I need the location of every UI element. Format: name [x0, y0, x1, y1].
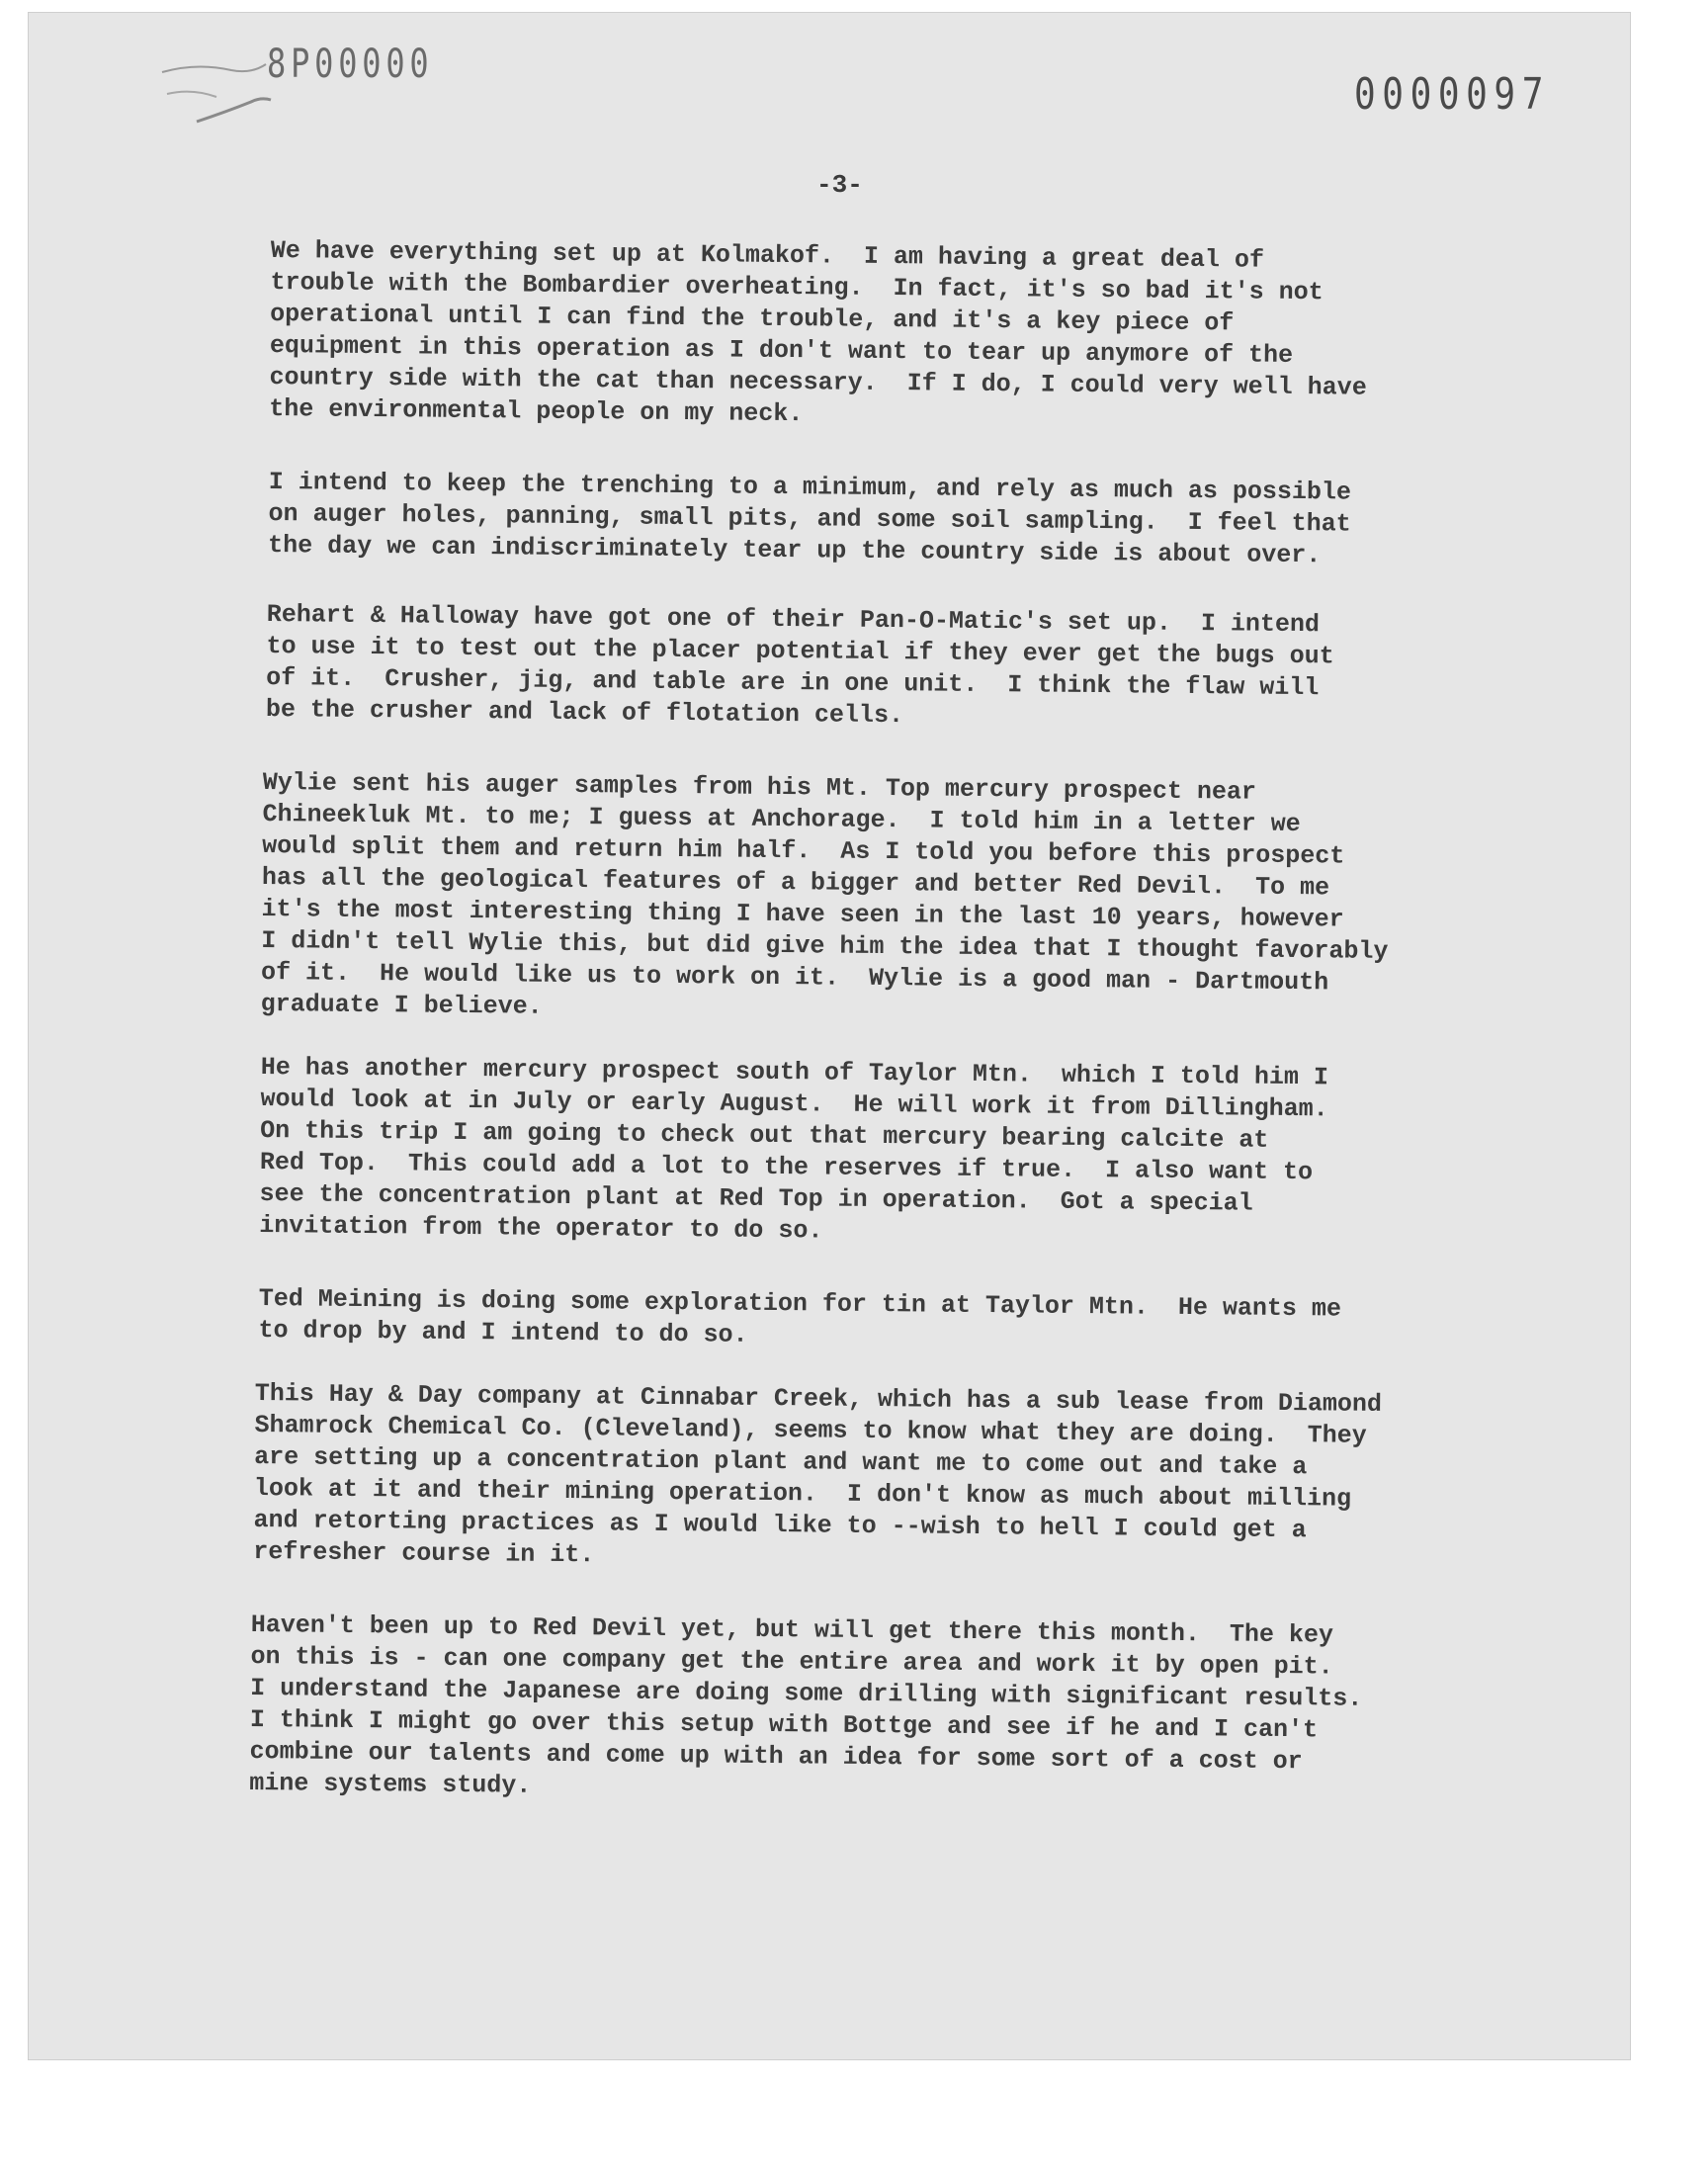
paragraph-pan-o-matic: Rehart & Halloway have got one of their Pan-O-Matic's set up. I intend to use it to test out the placer potential if they ever get the bugs out of it. Crusher, jig, and table are in one unit. I think the flaw will be the crusher and lack of flotation cells. — [265, 599, 1334, 731]
document-id-stamp-left: 8P00000 — [267, 42, 434, 87]
paragraph-trenching: I intend to keep the trenching to a minimum, and rely as much as possible on auger holes, panning, small pits, and some soil sampling. I feel that the day we can indiscriminately tear up the country side is about over. — [268, 467, 1352, 570]
paragraph-taylor-mtn-prospect: He has another mercury prospect south of Taylor Mtn. which I told him I would look at in July or early August. He will work it from Dillingham. On this trip I am going to check out that mercury bearing calcite at Red Top. This could add a lot to the reserves if true. I also want to see the concentration plant at Red Top in operation. Got a special invitation from the operator to do so. — [259, 1053, 1329, 1246]
paragraph-ted-meining: Ted Meining is doing some exploration for tin at Taylor Mtn. He wants me to drop by and I intend to do so. — [258, 1284, 1342, 1349]
page-number: -3- — [816, 170, 863, 200]
paragraph-cinnabar-creek: This Hay & Day company at Cinnabar Creek, which has a sub lease from Diamond Shamrock Chemical Co. (Cleveland), seems to know what they are doing. They are setting up a concentration plant and want me to come out and take a look at it and their mining operation. I don't know as much about milling and retorting practices as I would like to --wish to hell I could get a refresher course in it. — [253, 1379, 1383, 1570]
document-id-stamp-right: 0000097 — [1354, 69, 1550, 120]
scan-smudge-mark — [157, 43, 276, 131]
paragraph-kolmakof: We have everything set up at Kolmakof. I am having a great deal of trouble with the Bombardier overheating. In fact, it's so bad it's not operational until I can find the trouble, and it's a key piece of equipment in this operation as I don't want to tear up anymore of the country side with the cat than necessary. If I do, I could very well have the environmental people on my neck. — [269, 235, 1367, 429]
paragraph-wylie-auger-samples: Wylie sent his auger samples from his Mt. Top mercury prospect near Chineekluk Mt. to me; I guess at Anchorage. I told him in a letter we would split them and return him half. As I told you before this prospect has all the geological features of a bigger and better Red Devil. To me it's the most interesting thing I have seen in the last 10 years, however I didn't tell Wylie this, but did give him the idea that I thought favorably of it. He would like us to work on it. Wylie is a good man - Dartmouth graduate I believe. — [260, 767, 1389, 1021]
paragraph-red-devil: Haven't been up to Red Devil yet, but will get there this month. The key on this is - can one company get the entire area and work it by open pit. I understand the Japanese are doing some drilling with significant results. I think I might go over this setup with Bottge and see if he and I can't combine our talents and come up with an idea for some sort of a cost or mine systems study. — [249, 1610, 1363, 1800]
